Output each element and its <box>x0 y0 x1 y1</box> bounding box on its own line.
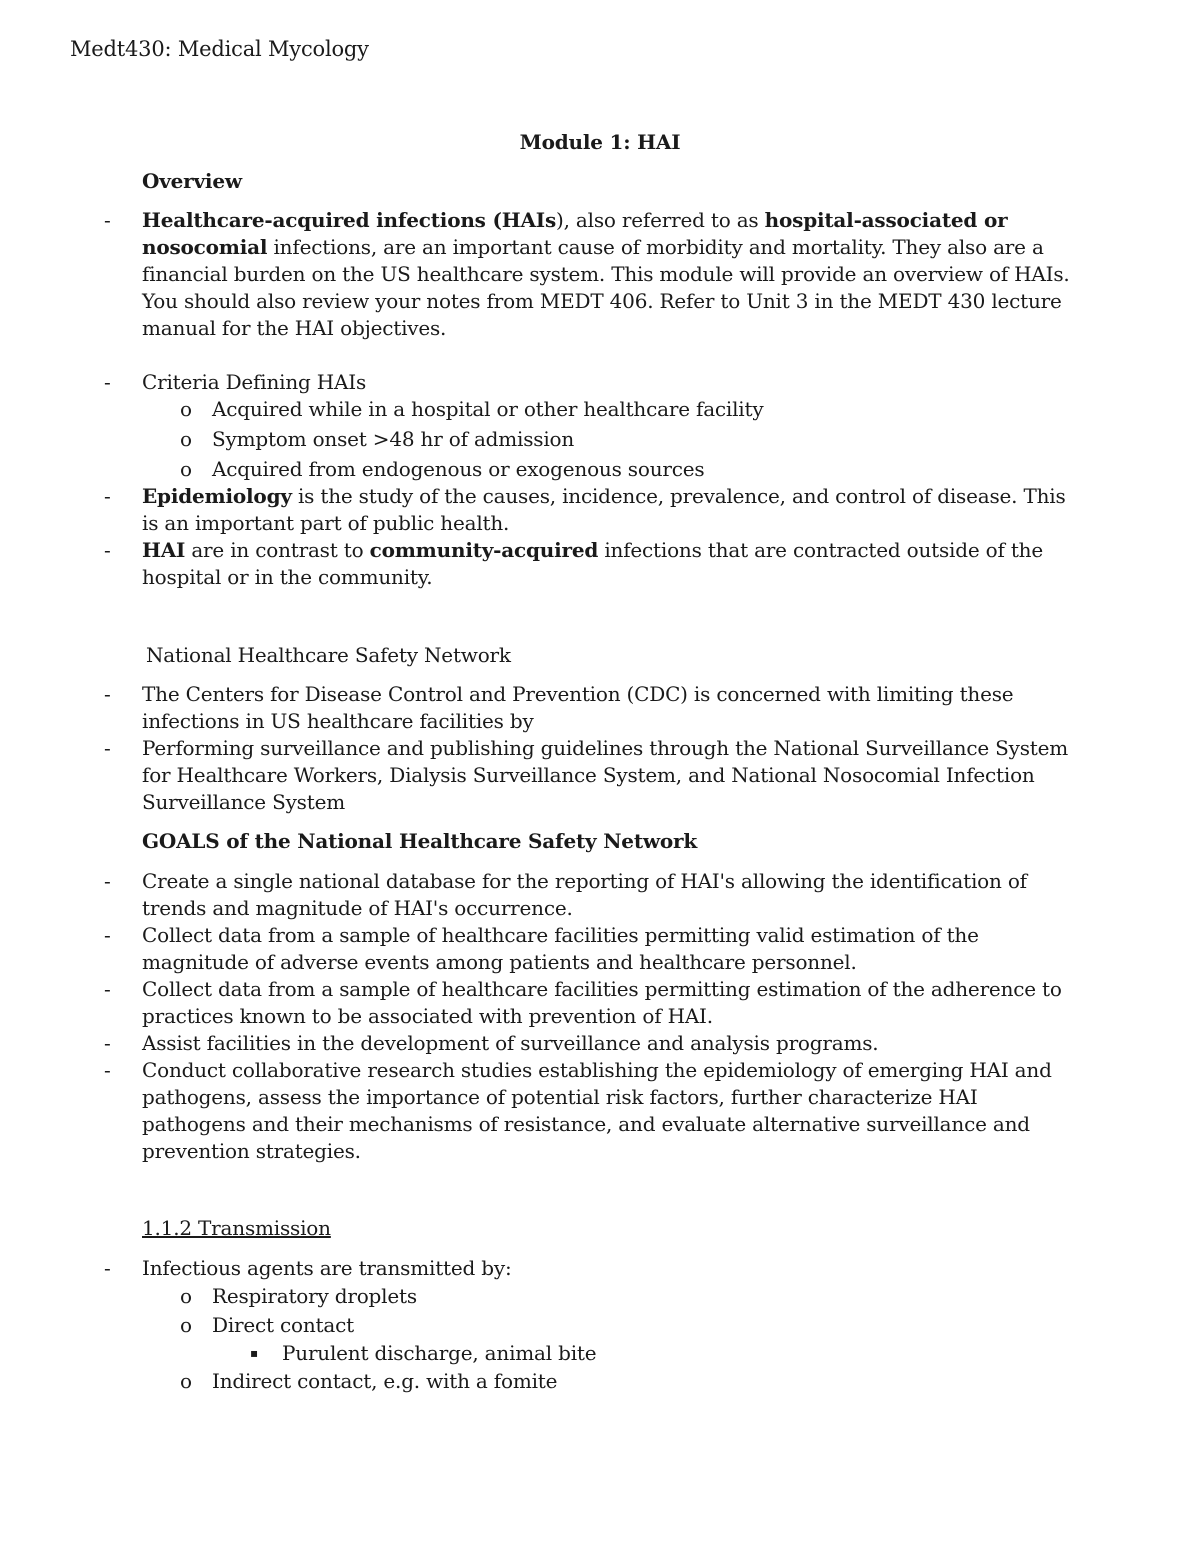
criteria-list <box>142 396 1082 483</box>
community-acquired-term: community-acquired <box>369 538 599 562</box>
list-item <box>72 369 1082 483</box>
list-item: - Collect data from a sample of healthcare facilities permitting estimation of the adherence to practices known to be associated with prevention of HAI. <box>72 976 1082 1030</box>
circle-bullet-icon: o <box>180 457 192 481</box>
criteria-text: Acquired while in a hospital or other healthcare facility <box>212 397 764 421</box>
transmission-subitem <box>212 1340 1082 1367</box>
transmission-item <box>142 1368 1082 1395</box>
criteria-label: Criteria Defining HAIs <box>142 370 367 394</box>
circle-bullet-icon: o <box>180 427 192 451</box>
circle-bullet-icon: o <box>180 1284 192 1308</box>
transmission-heading: 1.1.2 Transmission <box>142 1216 331 1240</box>
list-item: - Conduct collaborative research studies establishing the epidemiology of emerging HAI and pathogens, assess the importance of potential risk factors, further characterize HAI pathogens and their mechanisms of resistance, and evaluate alternative surveillance and prevention strategies. <box>72 1057 1082 1165</box>
list-item <box>72 1255 1082 1395</box>
list-item <box>72 207 1082 342</box>
overview-heading: Overview <box>142 169 242 193</box>
criteria-item <box>142 426 1082 453</box>
transmission-item <box>142 1283 1082 1310</box>
list-item: - The Centers for Disease Control and Prevention (CDC) is concerned with limiting these infections in US healthcare facilities by <box>72 681 1082 735</box>
hai-term-2: HAI <box>142 538 186 562</box>
direct-contact-sublist <box>212 1340 1082 1367</box>
circle-bullet-icon: o <box>180 1313 192 1337</box>
transmission-subtext: Purulent discharge, animal bite <box>282 1341 597 1365</box>
transmission-sublist <box>142 1283 1082 1395</box>
list-item: - Assist facilities in the development of surveillance and analysis programs. <box>72 1030 1082 1057</box>
page-header: Medt430: Medical Mycology <box>70 37 369 61</box>
inline-text: are in contrast to <box>185 538 370 562</box>
epidemiology-term: Epidemiology <box>142 484 292 508</box>
list-item <box>72 537 1082 591</box>
list-item: - Collect data from a sample of healthcare facilities permitting valid estimation of the magnitude of adverse events among patients and healthcare personnel. <box>72 922 1082 976</box>
hospital-associated-term: hospital-associated or nosocomial <box>142 208 1008 259</box>
circle-bullet-icon: o <box>180 397 192 421</box>
criteria-text: Acquired from endogenous or exogenous sources <box>212 457 705 481</box>
transmission-section <box>142 1215 1082 1395</box>
goals-section <box>142 828 1082 1165</box>
inline-text: is the study of the causes, incidence, prevalence, and control of disease. This is an important part of public health. <box>142 484 1066 535</box>
circle-bullet-icon: o <box>180 1369 192 1393</box>
nhsn-list-wrap <box>142 681 1082 816</box>
inline-text: infections that are contracted outside of the hospital or in the community. <box>142 538 1044 589</box>
nhsn-heading: National Healthcare Safety Network <box>146 643 511 667</box>
inline-text: ), also referred to as <box>556 208 765 232</box>
nhsn-list <box>72 681 1082 816</box>
nhsn-section <box>146 642 1082 669</box>
list-item: - Create a single national database for the reporting of HAI's allowing the identification of trends and magnitude of HAI's occurrence. <box>72 868 1082 922</box>
criteria-item <box>142 396 1082 423</box>
overview-list <box>72 207 1082 591</box>
hai-term: Healthcare-acquired infections (HAIs <box>142 208 557 232</box>
criteria-item <box>142 456 1082 483</box>
transmission-text: Indirect contact, e.g. with a fomite <box>212 1369 558 1393</box>
transmission-list <box>72 1255 1082 1395</box>
list-item: - Performing surveillance and publishing guidelines through the National Surveillance System for Healthcare Workers, Dialysis Surveillance System, and National Nosocomial Infection Surveillance System <box>72 735 1082 816</box>
overview-section <box>142 168 1082 591</box>
transmission-intro: Infectious agents are transmitted by: <box>142 1256 512 1280</box>
criteria-text: Symptom onset >48 hr of admission <box>212 427 575 451</box>
inline-text: infections, are an important cause of morbidity and mortality. They also are a financial burden on the US healthcare system. This module will provide an overview of HAIs. You should also review your notes from MEDT 406. Refer to Unit 3 in the MEDT 430 lecture manual for the HAI objectives. <box>142 235 1070 340</box>
list-item <box>72 483 1082 537</box>
goals-heading: GOALS of the National Healthcare Safety Network <box>142 829 698 853</box>
module-title: Module 1: HAI <box>519 130 681 154</box>
transmission-item <box>142 1312 1082 1367</box>
goals-list <box>72 868 1082 1165</box>
square-bullet-icon: ▪ <box>250 1346 258 1360</box>
transmission-text: Direct contact <box>212 1313 354 1337</box>
transmission-text: Respiratory droplets <box>212 1284 417 1308</box>
